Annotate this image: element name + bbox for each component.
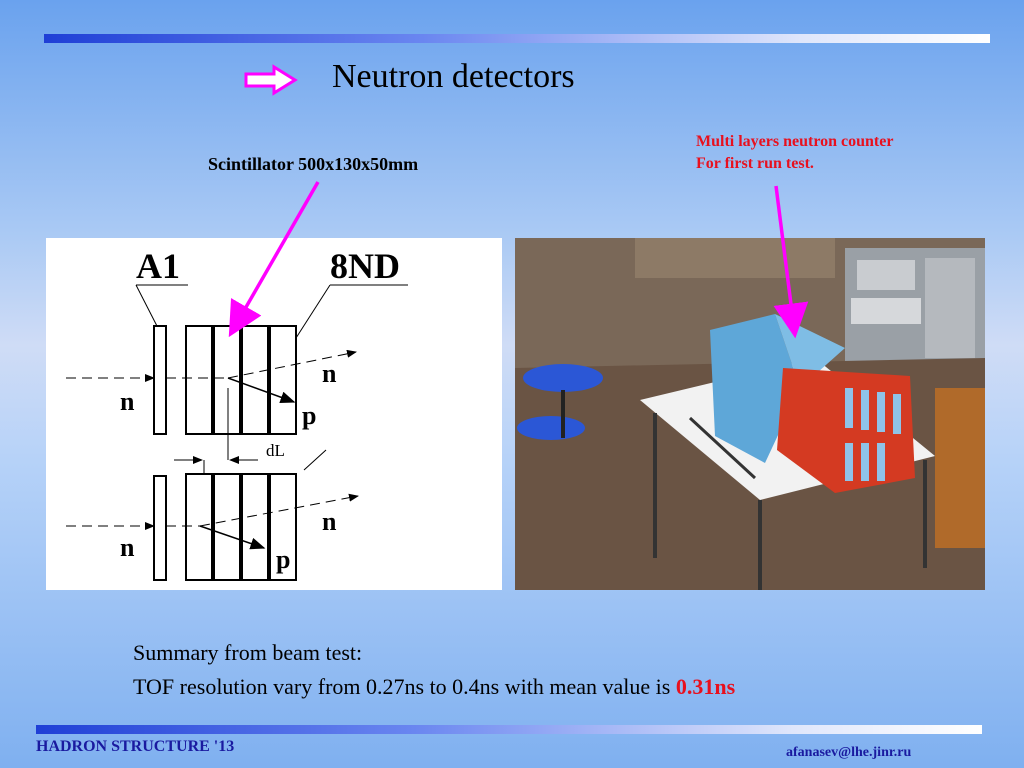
label-n-out-top: n (322, 359, 337, 388)
footer-decor-bar (36, 725, 982, 734)
right-arrow-icon (244, 64, 298, 96)
multilayer-caption (696, 131, 893, 175)
label-p-top: p (302, 401, 317, 430)
summary-line2 (133, 670, 735, 704)
summary-line1: Summary from beam test: (133, 640, 363, 665)
scintillator-caption: Scintillator 500x130x50mm (208, 154, 419, 174)
multilayer-caption-line2: For first run test. (696, 155, 814, 172)
label-8nd: 8ND (330, 246, 400, 286)
label-p-bottom: p (276, 545, 291, 574)
detector-photo-illustration (515, 238, 985, 590)
multilayer-caption-line1: Multi layers neutron counter (696, 133, 894, 150)
detector-photo (515, 238, 985, 590)
detector-schematic (46, 238, 502, 590)
header-decor-bar (44, 34, 990, 43)
label-n-in-top: n (120, 387, 135, 416)
detector-schematic-drawing (46, 238, 502, 590)
label-dl: dL (266, 441, 285, 460)
label-n-out-bottom: n (322, 507, 337, 536)
summary-highlight-value: 0.31ns (675, 674, 736, 699)
footer-email: afanasev@lhe.jinr.ru (786, 745, 912, 760)
slide-title: Neutron detectors (332, 58, 575, 95)
summary-line2-text: TOF resolution vary from 0.27ns to 0.4ns with mean value is (133, 674, 676, 699)
footer-conference: HADRON STRUCTURE '13 (36, 738, 235, 755)
summary-text (133, 636, 735, 704)
label-n-in-bottom: n (120, 533, 135, 562)
label-a1: A1 (136, 246, 180, 286)
